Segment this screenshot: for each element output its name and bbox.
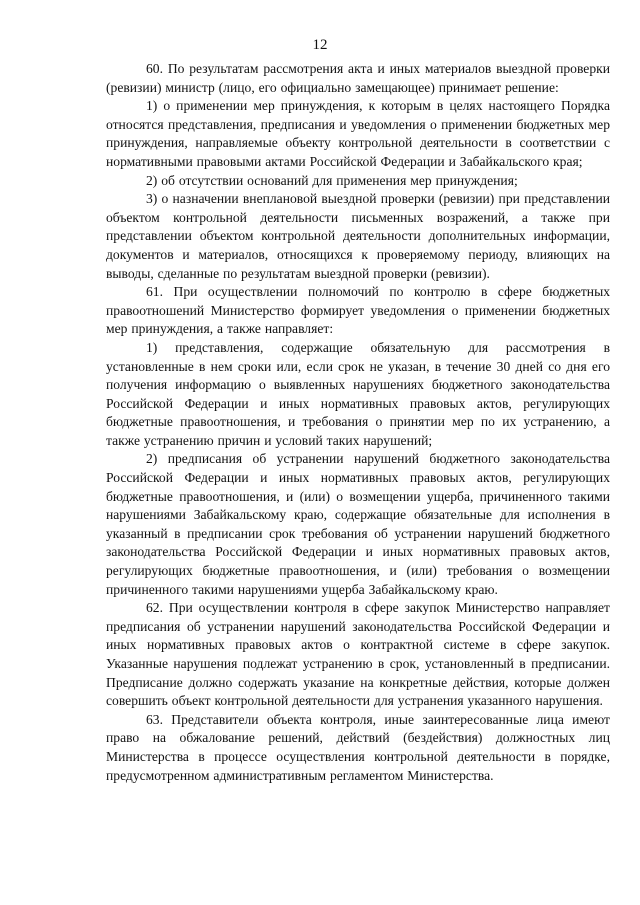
document-body <box>106 60 610 785</box>
paragraph-60-item-2: 2) об отсутствии оснований для применения мер принуждения; <box>146 172 518 188</box>
paragraph-60: 60. По результатам рассмотрения акта и иных материалов выездной проверки (ревизии) министр (лицо, его официально замещающее) принимает решение: <box>106 61 610 95</box>
page-number: 12 <box>312 37 328 53</box>
paragraph-61: 61. При осуществлении полномочий по контролю в сфере бюджетных правоотношений Министерство формирует уведомления о применении бюджетных мер принуждения, а также направляет: <box>106 284 610 337</box>
paragraph-61-item-2: 2) предписания об устранении нарушений бюджетного законодательства Российской Федерации и иных нормативных правовых актов, регулирующих бюджетные правоотношения, и (или) о возмещении ущерба, причиненного такими нарушениями Забайкальскому краю, содержащие обязательные для исполнения в указанный в предписании срок требования об устранении нарушений бюджетного законодательства Российской Федерации и иных нормативных правовых актов, регулирующих бюджетные правоотношения, и (или) требования о возмещении причиненного такими нарушениями ущерба Забайкальскому краю. <box>106 451 610 597</box>
paragraph-60-item-3: 3) о назначении внеплановой выездной проверки (ревизии) при представлении объектом контрольной деятельности письменных возражений, а также при представлении объектом контрольной деятельности дополнительных информации, документов и материалов, относящихся к проверяемому периоду, влияющих на выводы, сделанные по результатам выездной проверки (ревизии). <box>106 191 610 281</box>
paragraph-60-item-1: 1) о применении мер принуждения, к которым в целях настоящего Порядка относятся представления, предписания и уведомления о применении бюджетных мер принуждения, направляемые объекту контрольной деятельности в соответствии с нормативными правовыми актами Российской Федерации и Забайкальского края; <box>106 98 610 169</box>
paragraph-62: 62. При осуществлении контроля в сфере закупок Министерство направляет предписания об устранении нарушений законодательства Российской Федерации и иных нормативных правовых актов о контрактной системе в сфере закупок. Указанные нарушения подлежат устранению в срок, установленный в предписании. Предписание должно содержать указание на конкретные действия, которые должен совершить объект контрольной деятельности для устранения указанного нарушения. <box>106 600 610 709</box>
paragraph-61-item-1: 1) представления, содержащие обязательную для рассмотрения в установленные в нем сроки или, если срок не указан, в течение 30 дней со дня его получения информацию о выявленных нарушениях бюджетного законодательства Российской Федерации и иных нормативных правовых актов, регулирующих бюджетные правоотношения, и требования о принятии мер по их устранению, а также устранению причин и условий таких нарушений; <box>106 339 610 448</box>
paragraph-63: 63. Представители объекта контроля, иные заинтересованные лица имеют право на обжалование решений, действий (бездействия) должностных лиц Министерства в процессе осуществления контрольной деятельности в порядке, предусмотренном административным регламентом Министерства. <box>106 711 610 783</box>
